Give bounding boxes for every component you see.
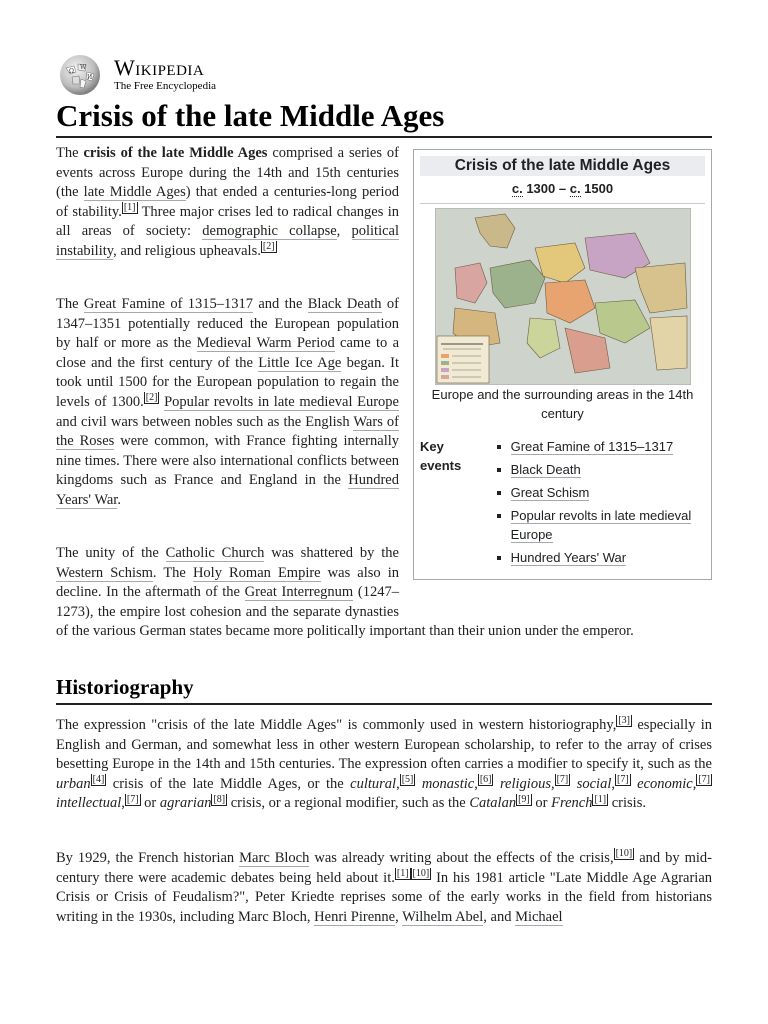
reference-link[interactable]: [10] [412, 867, 430, 879]
italic-term: intellectual [56, 795, 122, 812]
intro-paragraph-1 [56, 144, 399, 262]
text: Three major crises led to radical changes in all areas of society: [56, 203, 400, 240]
reference-link[interactable]: [7] [698, 773, 710, 785]
section-heading-historiography: Historiography [56, 675, 194, 699]
title-divider [56, 136, 712, 138]
reference-link[interactable]: [6] [479, 773, 492, 785]
text: , [336, 223, 352, 240]
text: and by mid-century there were academic debates being held about it. [56, 850, 712, 886]
text: and the [253, 296, 308, 312]
link-late-middle-ages[interactable]: late Middle Ages [83, 184, 186, 201]
site-name: Wikipedia [114, 55, 205, 80]
text: , [611, 775, 615, 792]
text: crisis of the late Middle Ages, or the [106, 775, 351, 792]
text: The [56, 296, 84, 312]
event-link-hundred-years-war[interactable]: Hundred Years' War [510, 550, 627, 565]
link-black-death[interactable]: Black Death [307, 296, 382, 312]
circa-abbr[interactable]: c. [511, 181, 523, 196]
text: , [550, 775, 555, 792]
italic-term: economic [630, 775, 693, 792]
list-item [511, 506, 711, 544]
text: was shattered by the [264, 545, 399, 561]
text: and civil wars between nobles such as the English [56, 413, 354, 430]
link-popular-revolts[interactable]: Popular revolts in late medieval Europe [164, 393, 399, 410]
list-item [511, 460, 711, 479]
svg-text:И: И [87, 74, 93, 81]
link-little-ice-age[interactable]: Little Ice Age [258, 354, 342, 371]
text: especially in English and German, and somewhat less in other western European scholarship, to refer to the array of crises besetting Europe in the 14th and 15th centuries. The expression often carries a modifier to specify it, such as the [56, 717, 712, 773]
text: In his 1981 article "Late Middle Age Agrarian Crisis or Crisis of Feudalism?", Peter Kriedte reprises some of the early works in the field from historians writing in the 1930s, including Marc Bloch, [56, 869, 713, 925]
text: crisis. [608, 795, 646, 812]
intro-paragraph-2 [56, 295, 399, 511]
reference-link[interactable]: [2] [262, 241, 275, 253]
reference-link[interactable]: [7] [556, 773, 569, 785]
link-catholic-church[interactable]: Catholic Church [165, 545, 265, 561]
text: was also in decline. In the aftermath of the [56, 564, 399, 601]
link-western-schism[interactable]: Western Schism [56, 564, 153, 581]
italic-term: agrarian [159, 795, 212, 812]
text: came to a close and the first century of the [56, 335, 400, 371]
europe-14th-century-map[interactable] [435, 208, 691, 385]
reference-link[interactable]: [1] [396, 867, 409, 879]
wikipedia-globe-icon[interactable] [56, 54, 104, 96]
historiography-paragraph-2 [56, 849, 712, 927]
map-caption: Europe and the surrounding areas in the 14th century [431, 387, 694, 421]
text: , [121, 795, 125, 812]
italic-term: religious [493, 775, 551, 792]
wikipedia-wordmark[interactable] [114, 57, 216, 93]
italic-term: Catalan [469, 795, 517, 812]
start-year: 1300 – [522, 181, 570, 196]
text: of 1347–1351 potentially reduced the European population by half or more as the [56, 296, 399, 352]
link-great-interregnum[interactable]: Great Interregnum [244, 584, 354, 601]
reference-link[interactable]: [10] [615, 848, 633, 860]
link-wars-of-the-roses[interactable]: Wars of the Roses [56, 413, 399, 450]
text: The [56, 145, 84, 161]
reference-link[interactable]: [1] [123, 201, 136, 213]
circa-abbr[interactable]: c. [569, 181, 581, 196]
infobox-title: Crisis of the late Middle Ages [420, 156, 705, 176]
key-events-row [414, 437, 711, 571]
link-demographic-collapse[interactable]: demographic collapse [202, 223, 337, 240]
reference-link[interactable]: [4] [92, 773, 105, 785]
text: The expression "crisis of the late Middle Ages" is commonly used in western historiography, [56, 717, 617, 733]
link-henri-pirenne[interactable]: Henri Pirenne [314, 908, 396, 925]
text: comprised a series of events across Europe during the 14th and 15th centuries (the [56, 145, 399, 201]
reference-link[interactable]: [5] [401, 773, 414, 785]
text: By 1929, the French historian [56, 850, 240, 866]
link-holy-roman-empire[interactable]: Holy Roman Empire [192, 564, 321, 581]
text: , [395, 908, 403, 925]
link-wilhelm-abel[interactable]: Wilhelm Abel [402, 908, 484, 925]
infobox-divider [420, 203, 705, 204]
site-header [56, 54, 216, 96]
link-michael[interactable]: Michael [515, 908, 563, 925]
text: , and [483, 908, 516, 925]
reference-link[interactable]: [2] [145, 392, 158, 404]
text: , [474, 775, 478, 792]
link-medieval-warm-period[interactable]: Medieval Warm Period [196, 335, 335, 352]
text: crisis, or a regional modifier, such as the [227, 795, 470, 812]
text: . [117, 491, 121, 508]
list-item [511, 437, 711, 456]
infobox-dates [414, 181, 711, 196]
reference-link[interactable]: [9] [518, 793, 530, 805]
link-political-instability[interactable]: political instability [56, 223, 400, 259]
svg-text:W: W [80, 64, 87, 71]
text: , [692, 775, 697, 792]
reference-link[interactable]: [8] [213, 793, 226, 805]
event-link-popular-revolts[interactable]: Popular revolts in late medieval Europe [510, 508, 692, 542]
infobox [413, 149, 712, 580]
event-link-black-death[interactable]: Black Death [510, 462, 581, 477]
section-divider [56, 703, 712, 705]
svg-text:Ω: Ω [69, 68, 74, 75]
text: , [396, 775, 400, 792]
italic-term: social [570, 775, 612, 792]
text: or [140, 795, 160, 812]
text: , and religious upheavals. [113, 242, 261, 259]
italic-term: urban [56, 775, 91, 792]
key-events-label: Key events [420, 439, 462, 473]
italic-term: monastic [415, 775, 475, 792]
text: ) that ended a centuries-long period of stability. [56, 184, 399, 220]
link-hundred-years-war[interactable]: Hundred Years' War [56, 472, 399, 508]
reference-link[interactable]: [7] [617, 773, 629, 785]
list-item [511, 548, 711, 567]
text: The unity of the [56, 545, 166, 561]
page-title: Crisis of the late Middle Ages [56, 98, 445, 133]
text: were common, with France fighting internally nine times. There were also international conflicts between kingdoms such as France and England in the [56, 433, 400, 489]
site-tagline: The Free Encyclopedia [114, 80, 217, 92]
text: was already writing about the effects of the crisis, [309, 850, 614, 866]
text: or [531, 795, 552, 812]
historiography-paragraph-1 [56, 716, 712, 814]
reference-link[interactable]: [3] [618, 715, 630, 727]
italic-term: French [551, 795, 593, 812]
event-link-great-schism[interactable]: Great Schism [510, 485, 590, 500]
reference-link[interactable]: [1] [594, 793, 607, 805]
reference-link[interactable]: [7] [126, 793, 139, 805]
text: . The [152, 564, 193, 581]
text: (1247–1273), the empire lost cohesion and the separate dynasties of the various German states became more politically important than their union under the emperor. [56, 584, 634, 640]
link-marc-bloch[interactable]: Marc Bloch [239, 850, 310, 866]
bold-term: crisis of the late Middle Ages [83, 145, 268, 161]
text: began. It took until 1500 for the European population to regain the levels of 1300. [56, 354, 399, 410]
event-link-great-famine[interactable]: Great Famine of 1315–1317 [510, 439, 674, 454]
key-events-list [481, 437, 711, 571]
end-year: 1500 [580, 181, 614, 196]
italic-term: cultural [350, 775, 397, 792]
link-great-famine[interactable]: Great Famine of 1315–1317 [83, 296, 254, 312]
list-item [511, 483, 711, 502]
